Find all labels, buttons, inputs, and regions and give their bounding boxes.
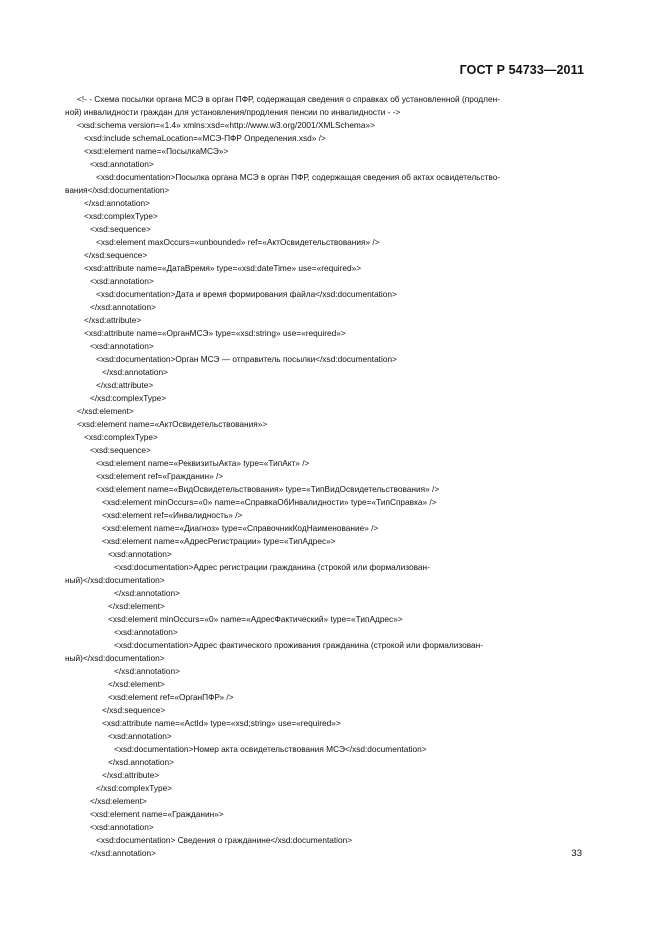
code-line: <xsd:element name=«РеквизитыАкта» type=«ТипАкт» /> (96, 458, 310, 468)
code-line: <!- - Схема посылки органа МСЭ в орган ПФР, содержащая сведения о справках об установленной (продлен- (77, 94, 500, 104)
code-line: <xsd:documentation>Номер акта освидетельствования МСЭ</xsd:documentation> (114, 744, 427, 754)
code-line: <xsd:element name=«АдресРегистрации» type=«ТипАдрес»> (102, 536, 336, 546)
code-line: <xsd:documentation>Посылка органа МСЭ в орган ПФР, содержащая сведения об актах освидетельство- (96, 172, 501, 182)
code-line: ный)</xsd:documentation> (65, 653, 165, 663)
standard-header: ГОСТ Р 54733—2011 (459, 63, 584, 77)
code-line: <xsd:documentation>Адрес регистрации гражданина (строкой или формализован- (114, 562, 430, 572)
code-line: </xsd:annotation> (90, 848, 156, 858)
code-line: <xsd:documentation>Адрес фактического проживания гражданина (строкой или формализован- (114, 640, 483, 650)
code-line: <xsd:element ref=«Гражданин» /> (96, 471, 224, 481)
code-line: </xsd:element> (90, 796, 147, 806)
code-line: </xsd:element> (77, 406, 134, 416)
code-line: <xsd:element ref=«Инвалидность» /> (102, 510, 243, 520)
code-line: <xsd:element name=«АктОсвидетельствования»> (77, 419, 268, 429)
code-line: <xsd:annotation> (114, 627, 178, 637)
code-line: <xsd:sequence> (90, 445, 151, 455)
code-line: <xsd:documentation>Дата и время формирования файла</xsd:documentation> (96, 289, 397, 299)
code-line: </xsd:element> (108, 601, 165, 611)
code-line: <xsd:complexType> (84, 432, 158, 442)
code-line: <xsd:annotation> (108, 549, 172, 559)
code-line: <xsd:element minOccurs=«0» name=«СправкаОбИнвалидности» type=«ТипСправка» /> (102, 497, 437, 507)
code-line: </xsd.annotation> (108, 757, 174, 767)
code-line: <xsd:documentation> Сведения о гражданине</xsd:documentation> (96, 835, 353, 845)
code-line: </xsd:element> (108, 679, 165, 689)
code-line: <xsd:annotation> (90, 822, 154, 832)
code-line: <xsd:element maxOccurs=«unbounded» ref=«АктОсвидетельствования» /> (96, 237, 380, 247)
code-line: <xsd:annotation> (90, 276, 154, 286)
code-line: <xsd:schema version=«1.4» xmlns:xsd=«http://www.w3.org/2001/XMLSchema»> (77, 120, 375, 130)
code-line: </xsd:attribute> (102, 770, 160, 780)
code-line: </xsd:sequence> (102, 705, 166, 715)
code-line: <xsd:annotation> (108, 731, 172, 741)
page-number: 33 (571, 848, 582, 859)
code-line: </xsd:annotation> (114, 588, 180, 598)
code-line: <xsd:element name=«ПосылкаМСЭ»> (84, 146, 229, 156)
code-line: </xsd:sequence> (84, 250, 148, 260)
code-line: <xsd:attribute name=«ОрганМСЭ» type=«xsd:string» use=«required»> (84, 328, 346, 338)
code-line: вания</xsd:documentation> (65, 185, 170, 195)
code-line: <xsd:annotation> (90, 159, 154, 169)
code-line: <xsd:documentation>Орган МСЭ — отправитель посылки</xsd:documentation> (96, 354, 397, 364)
code-line: <xsd:element name=«Диагноз» type=«СправочникКодНаименование» /> (102, 523, 379, 533)
code-line: </xsd:annotation> (102, 367, 168, 377)
code-line: <xsd:attribute name=«ActId» type=«xsd;string» use=«required»> (102, 718, 341, 728)
code-line: <xsd:attribute name=«ДатаВремя» type=«xsd:dateTime» use=«required»> (84, 263, 362, 273)
code-line: <xsd:complexType> (84, 211, 158, 221)
code-line: </xsd:attribute> (96, 380, 154, 390)
code-line: ной) инвалидности граждан для установления/продления пенсии по инвалидности - -> (65, 107, 401, 117)
code-line: <xsd:element minOccurs=«0» name=«АдресФактический» type=«ТипАдрес»> (108, 614, 403, 624)
code-line: ный)</xsd:documentation> (65, 575, 165, 585)
code-line: <xsd:annotation> (90, 341, 154, 351)
code-line: </xsd:complexType> (96, 783, 173, 793)
code-line: <xsd:element ref=«ОрганПФР» /> (108, 692, 234, 702)
code-line: <xsd:include schemaLocation=«МСЭ-ПФР Определения.xsd» /> (84, 133, 326, 143)
code-line: <xsd:element name=«Гражданин»> (90, 809, 224, 819)
code-line: <xsd:element name=«ВидОсвидетельствования» type=«ТипВидОсвидетельствования» /> (96, 484, 440, 494)
code-line: </xsd:attribute> (84, 315, 142, 325)
code-line: </xsd:complexType> (90, 393, 167, 403)
code-line: </xsd:annotation> (114, 666, 180, 676)
code-line: </xsd:annotation> (90, 302, 156, 312)
code-line: <xsd:sequence> (90, 224, 151, 234)
code-line: </xsd:annotation> (84, 198, 150, 208)
